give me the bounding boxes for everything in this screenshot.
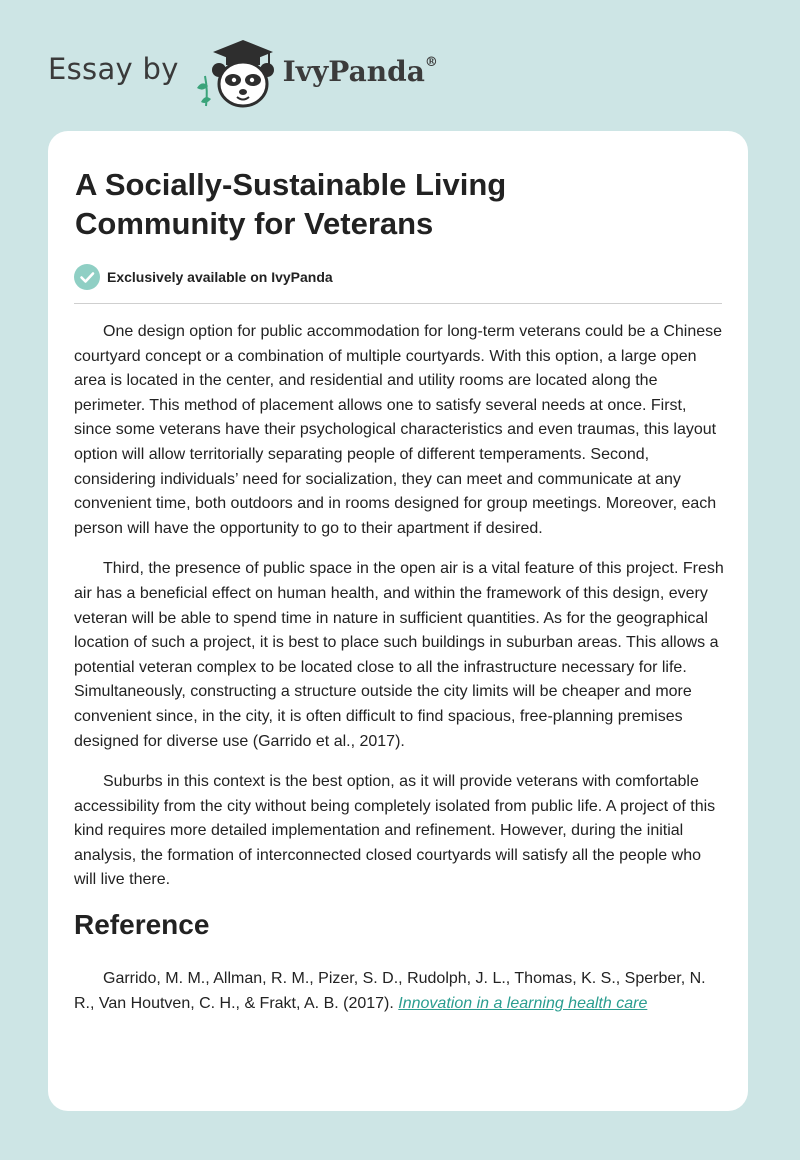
paragraph-3: Suburbs in this context is the best option, as it will provide veterans with comfortable accessibility from the city without being completely isolated from public life. A project of this kind requires more detailed implementation and refinement. However, during the initial analysis, the formation of interconnected closed courtyards will satisfy all the people who will live there. [74, 773, 716, 889]
essay-card [48, 131, 748, 1111]
reference-link[interactable]: Innovation in a learning health care [398, 994, 648, 1012]
paragraph-2: Third, the presence of public space in the open air is a vital feature of this project. Fresh air has a beneficial effect on human health, and within the framework of this design, every veteran will be able to spend time in nature in sufficient quantities. As for the geographical location of such a project, it is best to place such buildings in suburban areas. This allows a potential veteran complex to be located close to all the infrastructure necessary for life. Simultaneously, constructing a structure outside the city limits will be cheaper and more convenient since, in the city, it is often difficult to find spacious, free-planning premises designed for diverse use (Garrido et al., 2017). [74, 560, 724, 750]
essay-body [74, 320, 726, 1032]
brand-header [48, 36, 438, 110]
divider [74, 303, 722, 304]
reference-entry [74, 967, 726, 1016]
essay-by-label: Essay by [48, 52, 179, 86]
brand-name[interactable]: IvyPanda® [282, 54, 438, 88]
registered-mark: ® [424, 55, 438, 71]
exclusive-label: Exclusively available on IvyPanda [107, 269, 333, 285]
check-circle-icon [74, 264, 100, 290]
paragraph-1: One design option for public accommodation for long-term veterans could be a Chinese courtyard concept or a combination of multiple courtyards. With this option, a large open area is located in the center, and residential and utility rooms are located along the perimeter. This method of placement allows one to satisfy several needs at once. First, since some veterans have their psychological characteristics and even traumas, this layout option will allow territorially separating people of different temperaments. Second, considering individuals’ need for socialization, they can meet and communicate at any convenient time, both outdoors and in rooms designed for group meetings. Moreover, each person will have the opportunity to go to their apartment if desired. [74, 323, 723, 537]
reference-citation: Garrido, M. M., Allman, R. M., Pizer, S. D., Rudolph, J. L., Thomas, K. S., Sperber, N. R., Van Houtven, C. H., & Frakt, A. B. (2017). [74, 970, 706, 1012]
ivypanda-logo-icon [193, 36, 279, 110]
page-title: A Socially-Sustainable Living Community for Veterans [75, 167, 507, 241]
reference-heading: Reference [74, 909, 210, 941]
exclusive-badge [74, 264, 333, 290]
